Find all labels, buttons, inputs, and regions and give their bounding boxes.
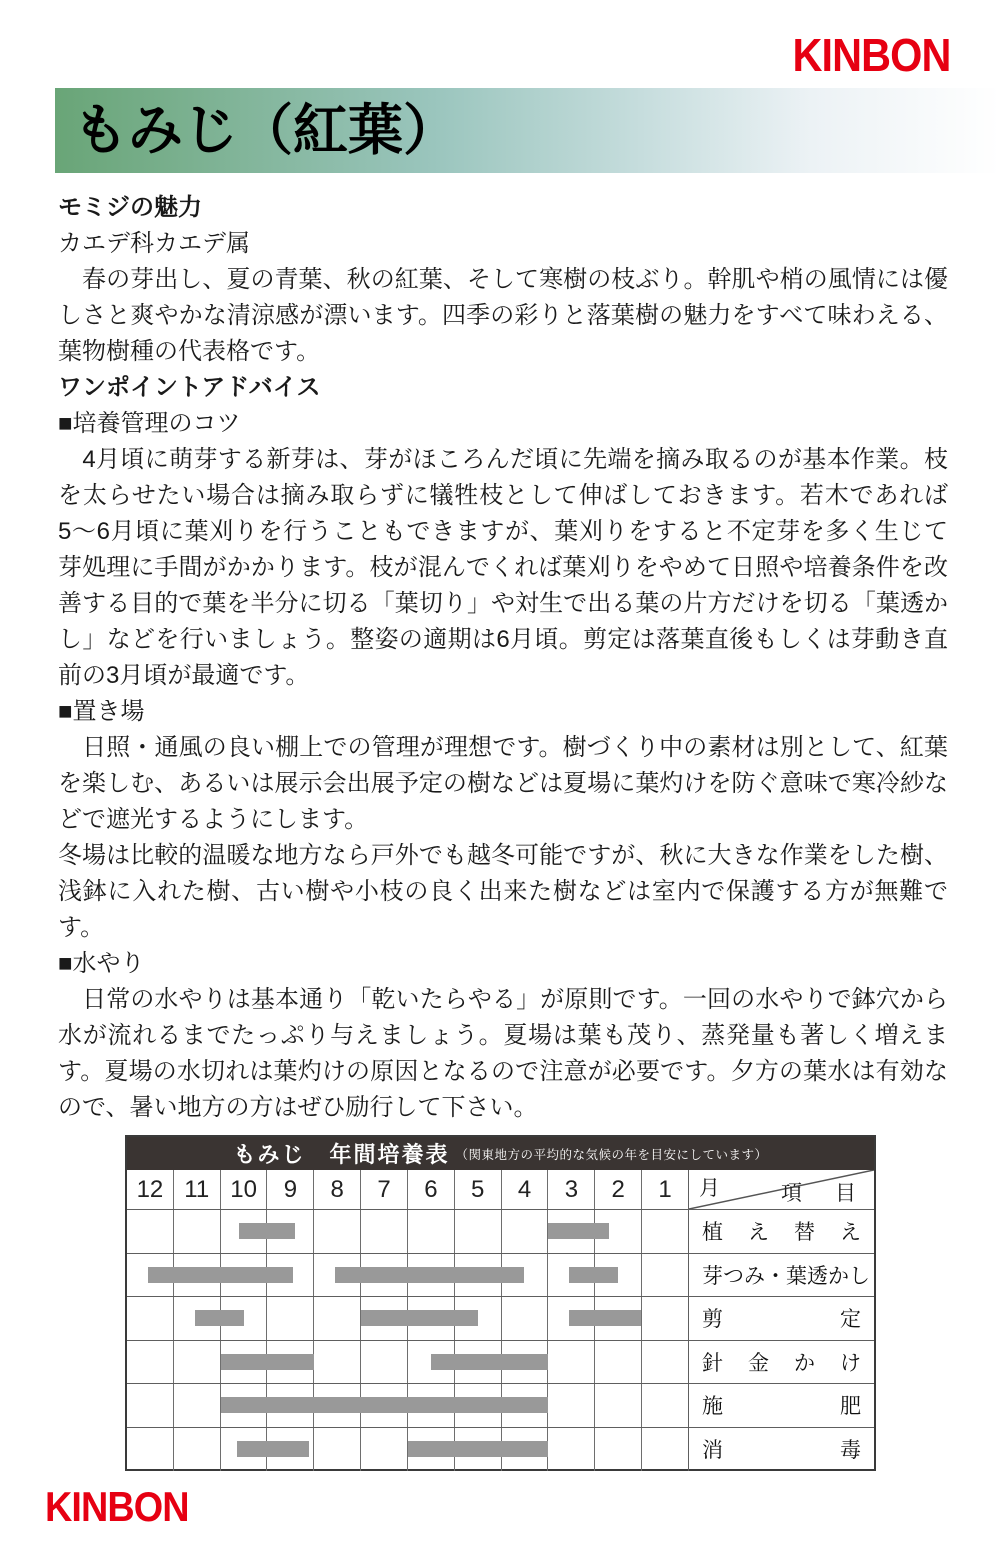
row-label-char: 金 <box>748 1351 769 1375</box>
grid-cell <box>127 1341 174 1384</box>
activity-bar <box>361 1310 478 1326</box>
activity-bar <box>431 1354 548 1370</box>
row-label-char: 葉 <box>786 1264 807 1288</box>
grid-cell <box>314 1210 361 1253</box>
table-body <box>127 1210 874 1471</box>
grid-cell <box>174 1384 221 1427</box>
section-heading-advice: ワンポイントアドバイス <box>58 374 321 401</box>
month-cell: 3 <box>548 1170 595 1209</box>
activity-bar <box>148 1267 293 1283</box>
row-label-char: 消 <box>702 1439 723 1463</box>
activity-bar <box>408 1441 548 1457</box>
row-label-char: え <box>840 1221 861 1245</box>
grid-cell <box>361 1428 408 1472</box>
row-label <box>688 1254 874 1297</box>
charm-paragraph: 春の芽出し、夏の青葉、秋の紅葉、そして寒樹の枝ぶり。幹肌や梢の風情には優しさと爽やかな清涼感が漂います。四季の彩りと落葉樹の魅力をすべて味わえる、葉物樹種の代表格です。 <box>58 266 948 365</box>
title-banner <box>55 88 1000 173</box>
month-grid <box>127 1297 688 1340</box>
month-cell: 2 <box>595 1170 642 1209</box>
cultivation-paragraph: 4月頃に萌芽する新芽は、芽がほころんだ頃に先端を摘み取るのが基本作業。枝を太らせたい場合は摘み取らずに犠牲枝として伸ばしておきます。若木であれば5〜6月頃に葉刈りを行うこともできますが、葉刈りをすると不定芽を多く生じて芽処理に手間がかかります。枝が混んでくれば葉刈りをやめて日照や培養条件を改善する目的で葉を半分に切る「葉切り」や対生で出る葉の片方だけを切る「葉透かし」などを行いましょう。整姿の適期は6月頃。剪定は落葉直後もしくは芽動き直前の3月頃が最適です。 <box>58 446 948 689</box>
activity-bar <box>221 1354 315 1370</box>
month-grid <box>127 1254 688 1297</box>
table-row <box>127 1210 874 1254</box>
row-label <box>688 1384 874 1427</box>
grid-cell <box>314 1341 361 1384</box>
grid-cell <box>127 1428 174 1472</box>
grid-cell <box>314 1297 361 1340</box>
row-label <box>688 1210 874 1253</box>
row-label <box>688 1297 874 1340</box>
grid-cell <box>642 1297 688 1340</box>
month-cell: 7 <box>361 1170 408 1209</box>
table-title: もみじ 年間培養表 <box>233 1142 450 1167</box>
month-cell: 8 <box>314 1170 361 1209</box>
section-heading-charm: モミジの魅力 <box>58 194 202 221</box>
row-label-char: 施 <box>702 1395 723 1419</box>
month-cell: 5 <box>455 1170 502 1209</box>
month-cell: 6 <box>408 1170 455 1209</box>
row-label-char: 透 <box>807 1264 828 1288</box>
grid-cell <box>548 1428 595 1472</box>
kinbon-logo-bottom: KINBON <box>45 1483 189 1530</box>
grid-cell <box>595 1341 642 1384</box>
month-grid <box>127 1428 688 1472</box>
month-cell: 12 <box>127 1170 174 1209</box>
grid-cell <box>174 1341 221 1384</box>
placement-paragraph-1: 日照・通風の良い棚上での管理が理想です。樹づくり中の素材は別として、紅葉を楽しむ、あるいは展示会出展予定の樹などは夏場に葉灼けを防ぐ意味で寒冷紗などで遮光するようにします。 <box>58 734 948 833</box>
row-label-char: 定 <box>840 1308 861 1332</box>
annual-culture-table <box>125 1135 876 1471</box>
month-header-cells <box>127 1170 688 1209</box>
taxonomy-line: カエデ科カエデ属 <box>58 230 250 257</box>
table-row <box>127 1428 874 1472</box>
activity-bar <box>569 1267 618 1283</box>
grid-cell <box>361 1210 408 1253</box>
grid-cell <box>642 1384 688 1427</box>
activity-bar <box>237 1441 309 1457</box>
month-header-row <box>127 1170 874 1210</box>
row-label-char: つ <box>723 1264 744 1288</box>
watering-paragraph: 日常の水やりは基本通り「乾いたらやる」が原則です。一回の水やりで鉢穴から水が流れるまでたっぷり与えましょう。夏場は葉も茂り、蒸発量も著しく増えます。夏場の水切れは葉灼けの原因となるので注意が必要です。夕方の葉水は有効なので、暑い地方の方はぜひ励行して下さい。 <box>58 986 948 1121</box>
grid-cell <box>127 1297 174 1340</box>
month-cell: 1 <box>658 1175 672 1203</box>
page-title: もみじ（紅葉） <box>73 100 459 161</box>
row-label-char: し <box>849 1264 870 1288</box>
corner-label-item: 項 目 <box>781 1182 862 1205</box>
row-label-char: 替 <box>794 1221 815 1245</box>
grid-cell <box>127 1210 174 1253</box>
corner-header-cell <box>688 1170 874 1209</box>
row-label-char: 植 <box>702 1221 723 1245</box>
row-label-char: 肥 <box>840 1395 861 1419</box>
activity-bar <box>569 1310 641 1326</box>
grid-cell <box>548 1384 595 1427</box>
activity-bar <box>548 1223 609 1239</box>
row-label-char: 剪 <box>702 1308 723 1332</box>
grid-cell <box>502 1210 549 1253</box>
month-cell: 10 <box>221 1170 268 1209</box>
row-label-char: 針 <box>702 1351 723 1375</box>
row-label-char: か <box>794 1351 815 1375</box>
grid-cell <box>642 1254 688 1297</box>
row-label-char: み <box>744 1264 765 1288</box>
row-label-char: か <box>828 1264 849 1288</box>
grid-cell <box>455 1210 502 1253</box>
grid-cell <box>595 1428 642 1472</box>
grid-cell <box>642 1210 688 1253</box>
corner-label-month: 月 <box>699 1177 720 1200</box>
month-cell: 11 <box>174 1170 221 1209</box>
row-label-char: ・ <box>765 1264 786 1288</box>
grid-cell <box>174 1428 221 1472</box>
article-body <box>58 190 948 1126</box>
grid-cell <box>595 1384 642 1427</box>
row-label-char: 毒 <box>840 1439 861 1463</box>
row-label-char: け <box>840 1351 861 1375</box>
row-label-char: 芽 <box>702 1264 723 1288</box>
grid-cell <box>642 1428 688 1472</box>
placement-paragraph-2: 冬場は比較的温暖な地方なら戸外でも越冬可能ですが、秋に大きな作業をした樹、浅鉢に入れた樹、古い樹や小枝の良く出来た樹などは室内で保護する方が無難です。 <box>58 842 948 941</box>
grid-cell <box>314 1428 361 1472</box>
subheading-watering: ■水やり <box>58 950 145 977</box>
month-grid <box>127 1341 688 1384</box>
row-label <box>688 1428 874 1472</box>
activity-bar <box>335 1267 524 1283</box>
month-cell: 9 <box>267 1170 314 1209</box>
row-label <box>688 1341 874 1384</box>
subheading-cultivation: ■培養管理のコツ <box>58 410 241 437</box>
kinbon-logo-top: KINBON <box>792 29 950 81</box>
table-row <box>127 1384 874 1428</box>
activity-bar <box>239 1223 295 1239</box>
month-cell: 4 <box>502 1170 549 1209</box>
grid-cell <box>127 1384 174 1427</box>
subheading-placement: ■置き場 <box>58 698 145 725</box>
grid-cell <box>361 1341 408 1384</box>
grid-cell <box>548 1341 595 1384</box>
table-subtitle: （関東地方の平均的な気候の年を目安にしています） <box>455 1147 768 1162</box>
row-label-char: え <box>748 1221 769 1245</box>
activity-bar <box>221 1397 548 1413</box>
grid-cell <box>642 1341 688 1384</box>
month-grid <box>127 1210 688 1253</box>
table-row <box>127 1254 874 1298</box>
grid-cell <box>502 1297 549 1340</box>
grid-cell <box>408 1210 455 1253</box>
month-grid <box>127 1384 688 1427</box>
table-row <box>127 1297 874 1341</box>
table-title-bar <box>127 1137 874 1170</box>
activity-bar <box>195 1310 244 1326</box>
grid-cell <box>267 1297 314 1340</box>
table-row <box>127 1341 874 1385</box>
grid-cell <box>174 1210 221 1253</box>
